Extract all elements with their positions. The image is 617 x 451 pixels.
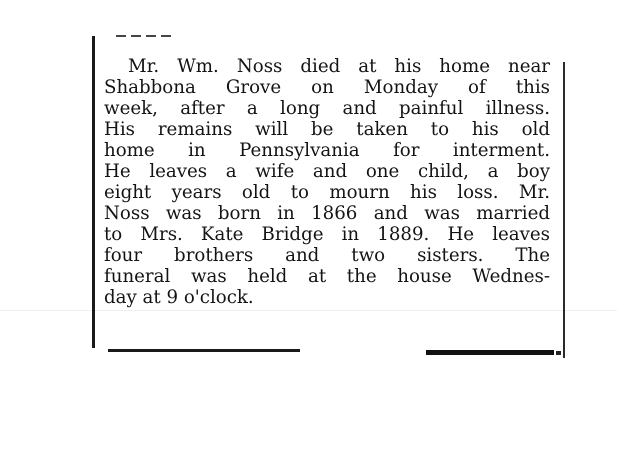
column-rule-bottom-right — [426, 350, 554, 355]
article-line: His remains will be taken to his old — [104, 119, 550, 140]
article-line: funeral was held at the house Wednes- — [104, 266, 550, 287]
cut-text-remnant — [116, 32, 176, 40]
rule-end-mark — [556, 351, 561, 355]
column-rule-bottom-left — [108, 349, 300, 352]
newspaper-clipping — [92, 36, 566, 362]
article-line: Shabbona Grove on Monday of this — [104, 77, 550, 98]
column-rule-left — [92, 36, 95, 348]
column-rule-right — [563, 62, 565, 358]
article-line: Noss was born in 1866 and was married — [104, 203, 550, 224]
article-line: He leaves a wife and one child, a boy — [104, 161, 550, 182]
article-line: week, after a long and painful illness. — [104, 98, 550, 119]
article-line: to Mrs. Kate Bridge in 1889. He leaves — [104, 224, 550, 245]
article-line: day at 9 o'clock. — [104, 287, 254, 308]
article-line: home in Pennsylvania for interment. — [104, 140, 550, 161]
obituary-text — [104, 56, 550, 308]
article-line: Mr. Wm. Noss died at his home near — [128, 56, 550, 77]
article-line: four brothers and two sisters. The — [104, 245, 550, 266]
article-line: eight years old to mourn his loss. Mr. — [104, 182, 550, 203]
